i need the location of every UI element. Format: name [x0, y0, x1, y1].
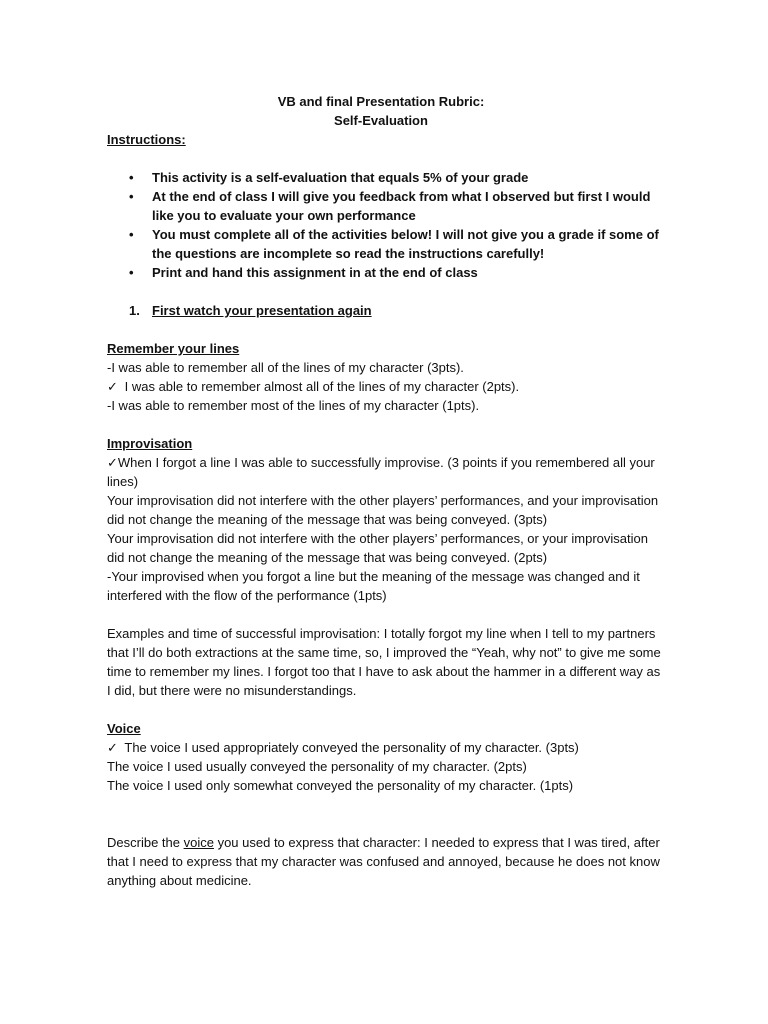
instruction-item: • You must complete all of the activities below! I will not give you a grade if some of the questions are incomplete so read the instructions carefully! — [129, 227, 659, 261]
instructions-heading: Instructions: — [107, 132, 186, 147]
checkmark-icon: ✓ — [107, 455, 118, 470]
improvisation-heading: Improvisation — [107, 436, 193, 451]
title-line-1: VB and final Presentation Rubric: — [277, 94, 485, 109]
document-page — [107, 92, 667, 890]
remember-option-2pts: ✓ I was able to remember almost all of the lines of my character (2pts). — [107, 379, 520, 394]
improvisation-section — [107, 434, 667, 605]
instruction-item: • Print and hand this assignment in at the end of class — [129, 265, 478, 280]
improv-option-2pts: Your improvisation did not interfere with the other players’ performances, or your improvisation did not change the meaning of the message that was being conveyed. (2pts) — [107, 531, 648, 565]
bullet-icon: • — [129, 265, 134, 280]
bullet-icon: • — [129, 227, 134, 242]
step-1 — [107, 301, 667, 320]
voice-option-1pts: The voice I used only somewhat conveyed the personality of my character. (1pts) — [107, 778, 574, 793]
bullet-icon: • — [129, 170, 134, 185]
checkmark-icon: ✓ — [107, 740, 118, 755]
voice-underlined-word: voice — [183, 835, 214, 850]
voice-option-2pts: The voice I used usually conveyed the personality of my character. (2pts) — [107, 759, 527, 774]
remember-section — [107, 339, 667, 415]
improvisation-examples-answer: Examples and time of successful improvisation: I totally forgot my line when I tell to my partners that I’ll do both extractions at the same time, so, I improved the “Yeah, why not” to give me some time to remember my lines. I forgot too that I have to ask about the hammer in a different way as I did, but there were no misunderstandings. — [107, 626, 661, 698]
document-title — [107, 92, 655, 130]
voice-description-answer: Describe the voice you used to express that character: I needed to express that I was tired, after that I need to express that my character was confused and annoyed, because he does not know anything about medicine. — [107, 835, 660, 888]
bullet-icon: • — [129, 189, 134, 204]
instruction-item: • This activity is a self-evaluation that equals 5% of your grade — [129, 170, 529, 185]
voice-section — [107, 719, 667, 795]
remember-heading: Remember your lines — [107, 341, 240, 356]
improv-option-3pts: Your improvisation did not interfere with the other players’ performances, and your improvisation did not change the meaning of the message that was being conveyed. (3pts) — [107, 493, 659, 527]
step-number: 1. — [129, 303, 140, 318]
remember-option-3pts: -I was able to remember all of the lines of my character (3pts). — [107, 360, 464, 375]
improv-option-1pts: -Your improvised when you forgot a line but the meaning of the message was changed and it interfered with the flow of the performance (1pts) — [107, 569, 640, 603]
instruction-item: • At the end of class I will give you feedback from what I observed but first I would like you to evaluate your own performance — [129, 189, 651, 223]
instructions-list — [107, 168, 667, 282]
remember-option-1pts: -I was able to remember most of the lines of my character (1pts). — [107, 398, 480, 413]
improv-option-3pts-remembered: ✓When I forgot a line I was able to successfully improvise. (3 points if you remembered all your lines) — [107, 455, 655, 489]
step-text: First watch your presentation again — [152, 303, 372, 318]
checkmark-icon: ✓ — [107, 379, 118, 394]
voice-heading: Voice — [107, 721, 141, 736]
title-line-2: Self-Evaluation — [334, 113, 428, 128]
voice-option-3pts: ✓ The voice I used appropriately conveyed the personality of my character. (3pts) — [107, 740, 579, 755]
